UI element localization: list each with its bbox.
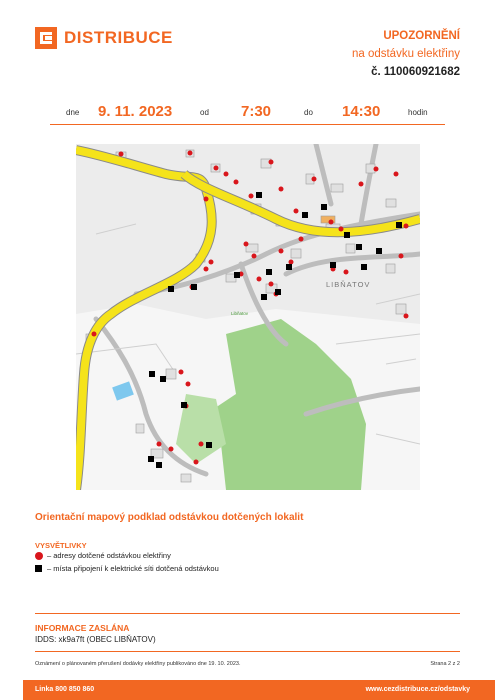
legend-item-addresses [35,551,171,560]
brand-name: DISTRIBUCE [64,28,173,47]
cez-logo-icon [35,27,57,49]
label-dne: dne [66,108,80,117]
black-square-icon [35,565,42,572]
map-graphic [76,144,420,490]
legend-item-label: – adresy dotčené odstávkou elektřiny [47,551,171,560]
footer-bar [23,680,495,700]
footer-web-link[interactable]: www.cezdistribuce.cz/odstavky [365,686,470,693]
footer-phone: Linka 800 850 860 [35,686,95,693]
place-label-libnatov: LIBŇATOV [326,280,371,289]
info-title: INFORMACE ZASLÁNA [35,623,130,633]
page-number: Strana 2 z 2 [430,661,460,667]
publication-note: Oznámení o plánovaném přerušení dodávky elektřiny publikováno dne 19. 10. 2023. [35,661,241,667]
label-do: do [304,108,313,117]
legend-item-label: – místa připojení k elektrické síti dotčená odstávkou [47,564,219,573]
place-label-small: Libňatov [231,311,249,316]
notice-number: č. 110060921682 [371,66,460,78]
label-od: od [200,108,209,117]
info-divider-top [35,613,460,614]
time-to: 14:30 [342,103,381,120]
cez-distribuce-logo [35,27,173,49]
legend-title: VYSVĚTLIVKY [35,541,87,550]
outage-map [76,144,420,490]
time-from: 7:30 [241,103,272,120]
dateline-divider [50,124,445,125]
info-text: IDDS: xk9a7ft (OBEC LIBŇATOV) [35,635,156,644]
notice-subtitle: na odstávku elektřiny [351,48,460,60]
notice-title: UPOZORNĚNÍ [383,30,460,42]
red-dot-icon [35,552,43,560]
info-divider-bottom [35,651,460,652]
map-caption: Orientační mapový podklad odstávkou dotčených lokalit [35,512,304,523]
outage-date: 9. 11. 2023 [98,103,173,120]
label-hodin: hodin [408,108,428,117]
notice-header [352,27,460,81]
outage-dateline [50,103,445,122]
legend-item-connections [35,564,219,573]
